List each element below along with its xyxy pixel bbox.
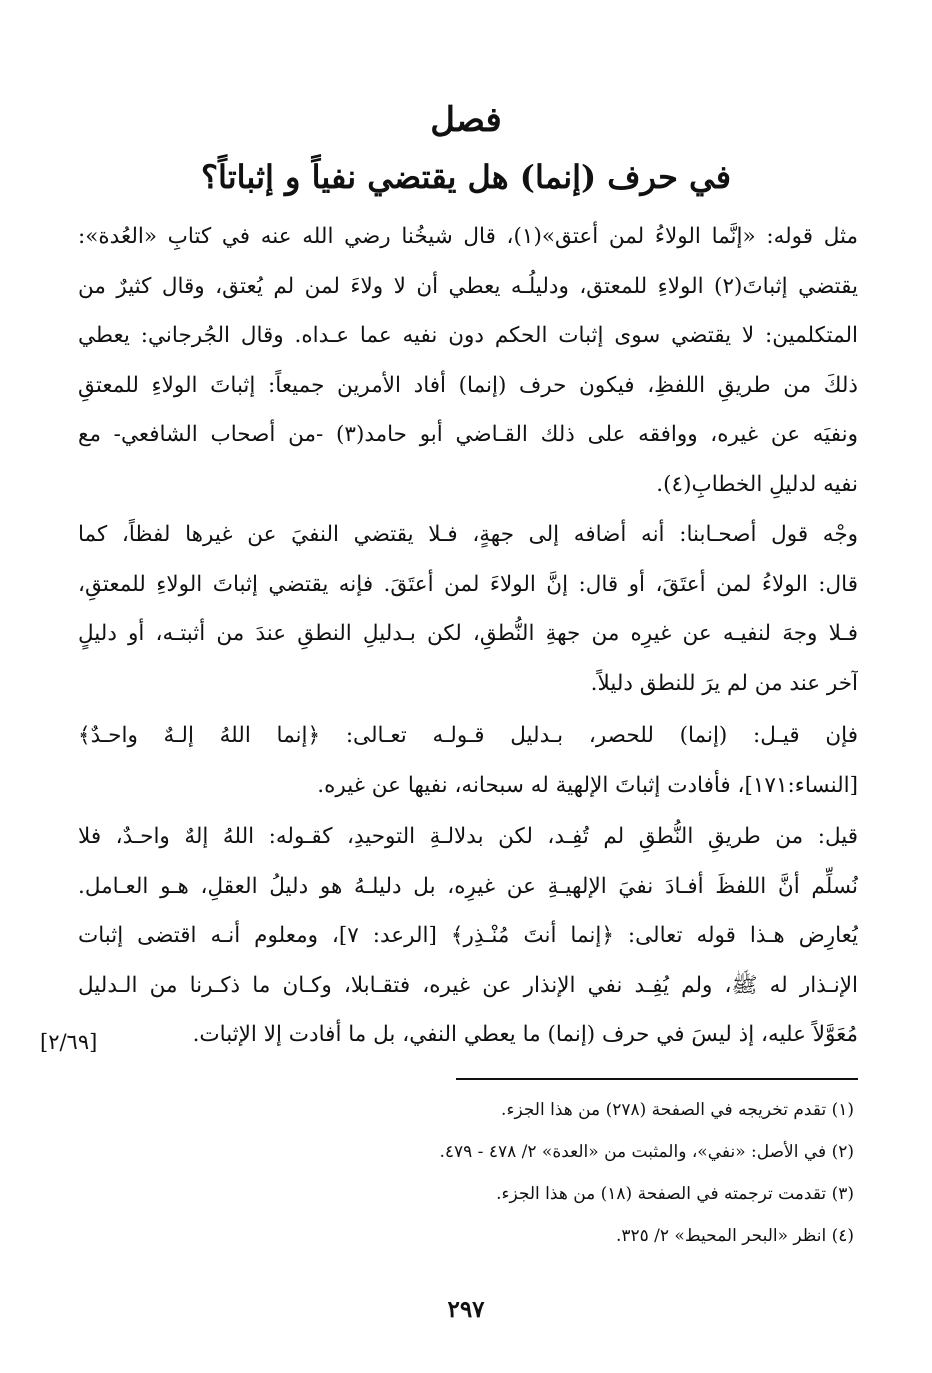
- section-subtitle: في حرف (إنما) هل يقتضي نفياً و إثباتاً؟: [201, 158, 731, 196]
- text-line: مثل قوله: «إنَّما الولاءُ لمن أعتق»(١)، قال شيخُنا رضي الله عنه في كتابِ «العُدة»:: [78, 224, 858, 249]
- text-line: قيل: من طريقِ النُّطقِ لم تُفِـد، لكن بدلالـةِ التوحيدِ، كقـوله: اللهُ إلهٌ واحـدٌ، فلا: [78, 824, 858, 849]
- paragraph-4: [78, 812, 858, 1060]
- paragraph-3: [78, 711, 858, 810]
- footnote-divider: [456, 1078, 858, 1080]
- text-line: ذلكَ من طريقِ اللفظِ، فيكون حرف (إنما) أفاد الأمرين جميعاً: إثباتَ الولاءِ للمعتقِ: [78, 372, 858, 398]
- text-line: نُسلِّم أنَّ اللفظَ أفـادَ نفيَ الإلهيـةِ عن غيرِه، بل دليلـهُ هو دليلُ العقلِ، هـو العـامل.: [78, 873, 858, 899]
- page-number: ٢٩٧: [447, 1296, 485, 1323]
- text-line: قال: الولاءُ لمن أعتَقَ، أو قال: إنَّ الولاءَ لمن أعتَقَ. فإنه يقتضي إثباتَ الولاءِ للمعتقِ،: [78, 571, 858, 597]
- section-title: فصل: [430, 100, 502, 140]
- marginal-page-reference: [٢/٦٩]: [40, 1030, 98, 1054]
- footnote: (٣) تقدمت ترجمته في الصفحة (١٨) من هذا الجزء.: [496, 1184, 854, 1204]
- footnotes: [94, 1089, 854, 1257]
- text-line: [النساء:١٧١]، فأفادت إثباتَ الإلهية له سبحانه، نفيها عن غيره.: [317, 772, 858, 798]
- text-line: المتكلمين: لا يقتضي سوى إثبات الحكم دون نفيه عما عـداه. وقال الجُرجاني: يعطي: [78, 323, 858, 348]
- text-line: آخر عند من لم يرَ للنطق دليلاً.: [590, 670, 858, 696]
- footnote: (١) تقدم تخريجه في الصفحة (٢٧٨) من هذا الجزء.: [501, 1100, 854, 1120]
- text-line: نفيه لدليلِ الخطابِ(٤).: [656, 471, 858, 497]
- footnote: (٢) في الأصل: «نفي»، والمثبت من «العدة» ٢/ ٤٧٨ - ٤٧٩.: [439, 1142, 854, 1162]
- text-line: ونفيَه عن غيره، ووافقه على ذلك القـاضي أبو حامد(٣) -من أصحاب الشافعي- مع: [78, 422, 858, 447]
- text-line: يُعارِض هـذا قوله تعالى: ﴿إنما أنتَ مُنْـذِر﴾ [الرعد: ٧]، ومعلوم أنـه اقتضى إثبات: [78, 923, 858, 948]
- text-line: الإنـذار له ﷺ، ولم يُفِـد نفي الإنذار عن غيره، فتقـابلا، وكـان ما ذكـرنا من الـدليل: [78, 972, 858, 998]
- text-line: فـلا وجهَ لنفيـه عن غيرِه من جهةِ النُّطقِ، لكن بـدليلِ النطقِ عندَ من أثبتـه، أو دليلٍ: [78, 621, 858, 646]
- text-line: مُعَوَّلاً عليه، إذ ليسَ في حرف (إنما) ما يعطي النفي، بل ما أفادت إلا الإثبات.: [192, 1022, 858, 1047]
- text-line: فإن قيـل: (إنما) للحصر، بـدليل قـولـه تعـالى: ﴿إنما اللهُ إلـهٌ واحـدٌ﴾: [78, 723, 858, 748]
- paragraph-2: [78, 510, 858, 708]
- text-line: وجْه قول أصحـابنا: أنه أضافه إلى جهةٍ، فـلا يقتضي النفيَ عن غيرها لفظاً، كما: [78, 522, 858, 547]
- footnote: (٤) انظر «البحر المحيط» ٢/ ٣٢٥.: [615, 1226, 854, 1246]
- text-line: يقتضي إثباتَ(٢) الولاءِ للمعتق، ودليلُـه يعطي أن لا ولاءَ لمن لم يُعتق، وقال كثيرٌ من: [78, 273, 858, 299]
- paragraph-1: [78, 212, 858, 509]
